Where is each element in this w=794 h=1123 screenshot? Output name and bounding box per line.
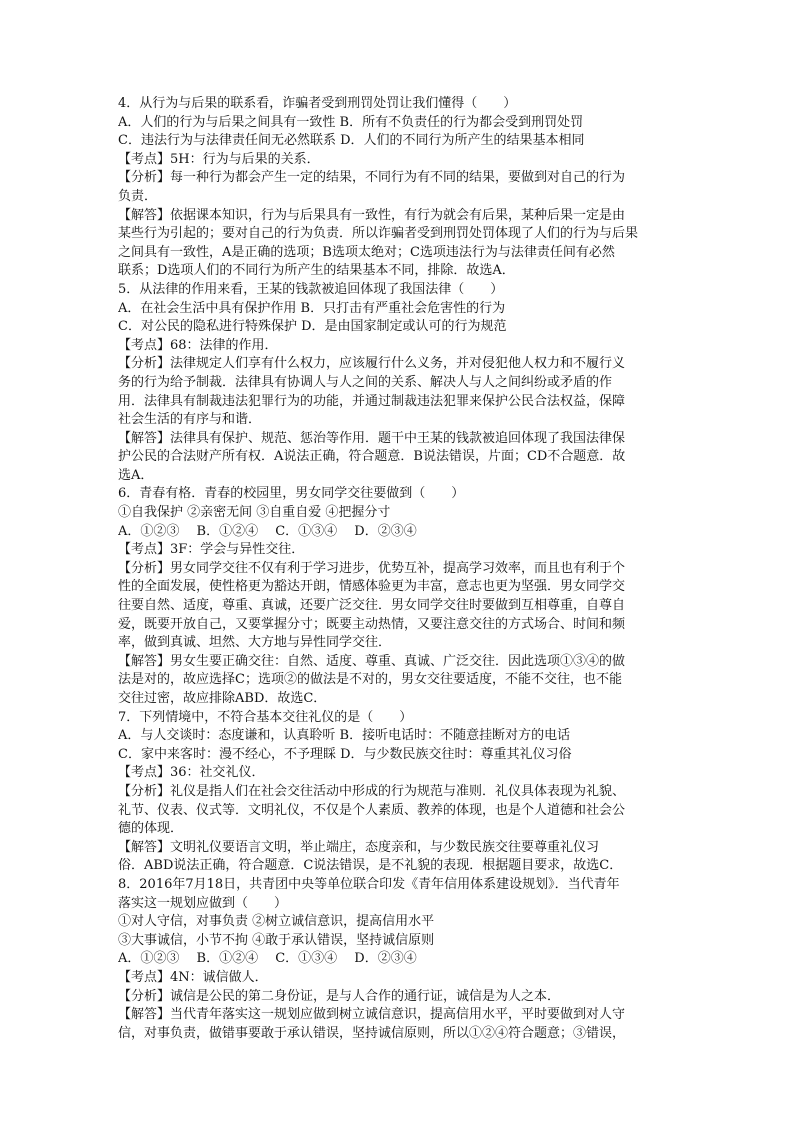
text-line: 信，对事负责，做错事要敢于承认错误，坚持诚信原则，所以①②④符合题意；③错误，: [118, 1025, 626, 1041]
text-line: 务的行为给予制裁．法律具有协调人与人之间的关系、解决人与人之间纠纷或矛盾的作: [118, 374, 613, 390]
text-line: 选A．: [118, 467, 154, 483]
text-line: 【分析】礼仪是指人们在社会交往活动中形成的行为规范与准则．礼仪具体表现为礼貌、: [118, 783, 626, 799]
text-line: 【分析】每一种行为都会产生一定的结果，不同行为有不同的结果，要做到对自己的行为: [118, 170, 626, 186]
text-line: 俗．ABD说法正确，符合题意．C说法错误，是不礼貌的表现．根据题目要求，故选C．: [118, 858, 623, 874]
text-line: 落实这一规划应做到（ ）: [118, 895, 288, 911]
text-line: A．与人交谈时：态度谦和，认真聆听 B．接听电话时：不随意挂断对方的电话: [118, 728, 571, 744]
text-line: 【考点】5H：行为与后果的关系．: [118, 151, 320, 167]
text-line: 社会生活的有序与和谐．: [118, 412, 262, 428]
text-line: ①对人守信，对事负责 ②树立诚信意识，提高信用水平: [118, 914, 435, 930]
text-line: 交往过密，故应排除ABD．故选C．: [118, 691, 327, 706]
text-line: 【考点】36：社交礼仪．: [118, 765, 265, 781]
text-line: 用．法律具有制裁违法犯罪行为的功能，并通过制裁违法犯罪来保护公民合法权益，保障: [118, 393, 626, 409]
text-line: 联系；D选项人们的不同行为所产生的结果基本不同，排除．故选A．: [118, 263, 515, 279]
text-line: A．①②③ B．①②④ C．①③④ D．②③④: [118, 523, 417, 539]
text-line: A．人们的行为与后果之间具有一致性 B．所有不负责任的行为都会受到刑罚处罚: [118, 114, 584, 130]
text-line: 往要自然、适度，尊重、真诚，还要广泛交往．男女同学交往时要做到互相尊重，自尊自: [118, 598, 626, 614]
text-line: A．在社会生活中具有保护作用 B．只打击有严重社会危害性的行为: [118, 300, 506, 316]
text-line: 6．青春有格．青春的校园里，男女同学交往要做到（ ）: [118, 486, 465, 502]
text-line: 之间具有一致性，A是正确的选项；B选项太绝对；C选项违法行为与法律责任间有必然: [118, 244, 615, 260]
text-line: C．家中来客时：漫不经心，不予理睬 D．与少数民族交往时：尊重其礼仪习俗: [118, 746, 572, 762]
text-line: 【解答】男女生要正确交往：自然、适度、尊重、真诚、广泛交往．因此选项①③④的做: [118, 653, 626, 669]
text-line: 爱，既要开放自己，又要掌握分寸；既要主动热情，又要注意交往的方式场合、时间和频: [118, 616, 626, 632]
text-line: A．①②③ B．①②④ C．①③④ D．②③④: [118, 951, 417, 967]
text-line: 8．2016年7月18日，共青团中央等单位联合印发《青年信用体系建设规划》．当代青年: [118, 876, 620, 892]
text-line: 性的全面发展，使性格更为豁达开朗，情感体验更为丰富，意志也更为坚强．男女同学交: [118, 579, 626, 595]
text-line: 【考点】4N：诚信做人．: [118, 969, 268, 985]
text-line: 法是对的，故应选择C；选项②的做法是不对的，男女交往要适度，不能不交往，也不能: [118, 672, 622, 688]
text-line: 7．下列情境中，不符合基本交往礼仪的是（ ）: [118, 709, 413, 725]
text-line: 4．从行为与后果的联系看，诈骗者受到刑罚处罚让我们懂得（ ）: [118, 96, 517, 111]
text-line: 【解答】法律具有保护、规范、惩治等作用．题干中王某的钱款被追回体现了我国法律保: [118, 430, 626, 446]
text-line: 【考点】3F：学会与异性交往．: [118, 542, 305, 558]
text-line: 【分析】诚信是公民的第二身份证，是与人合作的通行证，诚信是为人之本．: [118, 988, 561, 1004]
text-line: 【考点】68：法律的作用．: [118, 337, 278, 353]
text-line: 【解答】当代青年落实这一规划应做到树立诚信意识，提高信用水平，平时要做到对人守: [118, 1007, 626, 1023]
document-page: [118, 95, 676, 1043]
text-line: 某些行为引起的；要对自己的行为负责．所以诈骗者受到刑罚处罚体现了人们的行为与后果: [118, 226, 639, 242]
text-line: 礼节、仪表、仪式等．文明礼仪，不仅是个人素质、教养的体现，也是个人道德和社会公: [118, 802, 626, 818]
text-line: 【解答】依据课本知识，行为与后果具有一致性，有行为就会有后果，某种后果一定是由: [118, 207, 626, 223]
text-line: 负责．: [118, 188, 158, 204]
text-line: ①自我保护 ②亲密无间 ③自重自爱 ④把握分寸: [118, 505, 391, 521]
text-line: C．违法行为与法律责任间无必然联系 D．人们的不同行为所产生的结果基本相同: [118, 133, 585, 149]
text-line: 率，做到真诚、坦然、大方地与异性同学交往．: [118, 635, 392, 651]
text-line: 【分析】男女同学交往不仅有利于学习进步，优势互补，提高学习效率，而且也有利于个: [118, 560, 626, 576]
text-line: 【分析】法律规定人们享有什么权力，应该履行什么义务，并对侵犯他人权力和不履行义: [118, 356, 626, 372]
text-line: 5．从法律的作用来看，王某的钱款被追回体现了我国法律（ ）: [118, 281, 504, 297]
text-line: C．对公民的隐私进行特殊保护 D．是由国家制定或认可的行为规范: [118, 319, 507, 335]
text-line: 护公民的合法财产所有权．A说法正确，符合题意．B说法错误，片面；CD不合题意．故: [118, 449, 626, 465]
text-line: 德的体现．: [118, 821, 184, 837]
text-line: ③大事诚信，小节不拘 ④敢于承认错误，坚持诚信原则: [118, 932, 435, 948]
text-line: 【解答】文明礼仪要语言文明，举止端庄，态度亲和，与少数民族交往要尊重礼仪习: [118, 839, 600, 855]
